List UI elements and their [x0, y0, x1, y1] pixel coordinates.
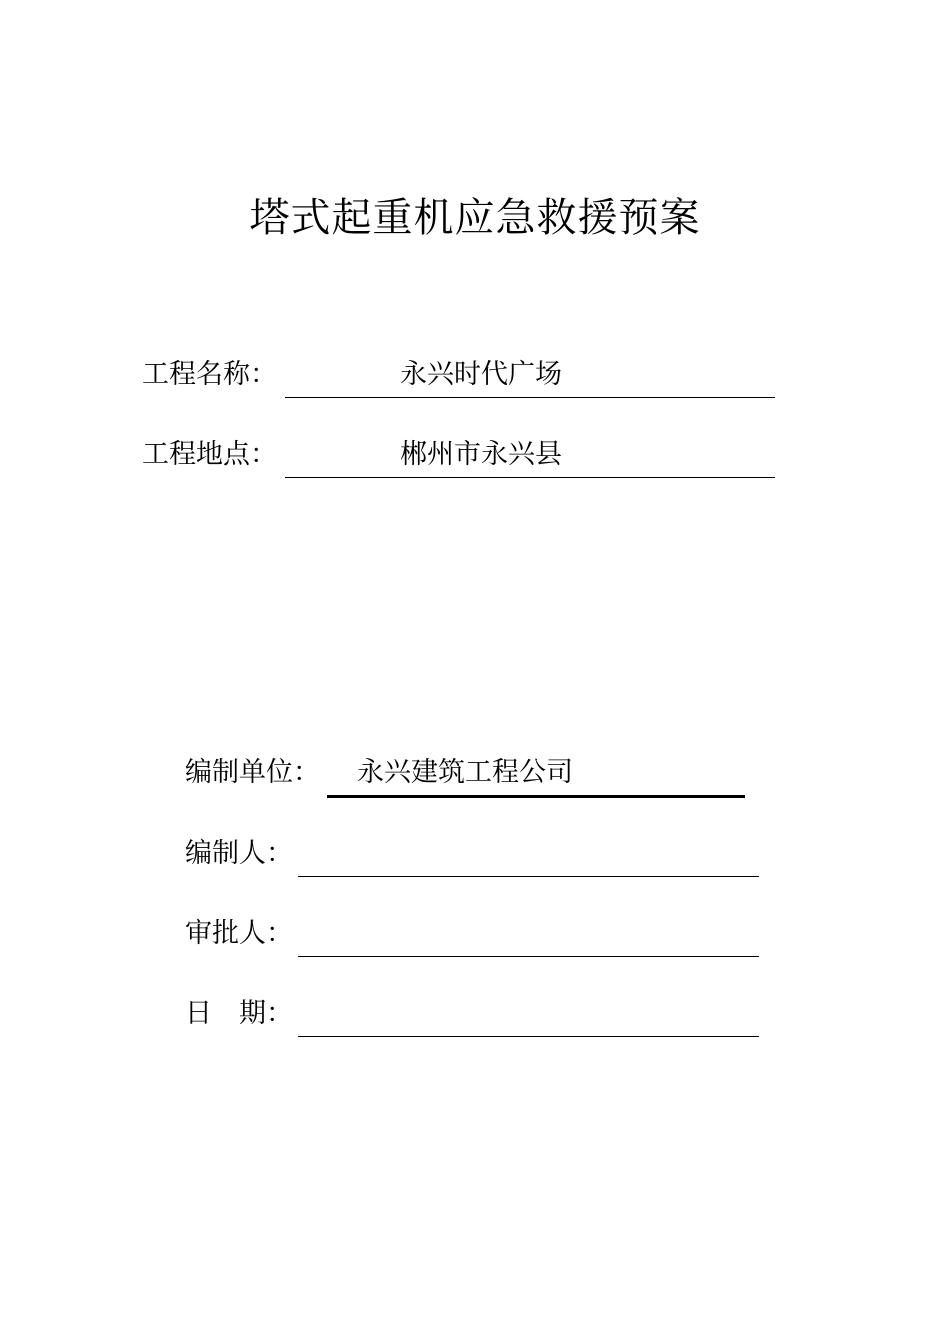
project-location-value: 郴州市永兴县 — [400, 439, 562, 470]
date-row — [185, 994, 765, 1034]
compiler-row — [185, 834, 765, 874]
project-location-label: 工程地点： — [142, 439, 277, 470]
approver-label: 审批人： — [185, 918, 293, 949]
document-title: 塔式起重机应急救援预案 — [249, 195, 701, 241]
compiler-label: 编制人： — [185, 838, 293, 869]
date-underline — [298, 998, 759, 1037]
date-label-part2: 期： — [239, 998, 293, 1029]
compiler-underline — [298, 838, 759, 877]
approver-underline — [298, 918, 759, 957]
date-label-part1: 日 — [185, 998, 212, 1029]
project-name-label: 工程名称： — [142, 359, 277, 390]
compiler-unit-value: 永兴建筑工程公司 — [357, 757, 573, 788]
date-label — [185, 994, 293, 1034]
compiler-unit-row — [185, 753, 765, 793]
project-location-row — [142, 435, 782, 475]
compiler-unit-label: 编制单位： — [185, 757, 320, 788]
project-name-row — [142, 355, 782, 395]
approver-row — [185, 914, 765, 954]
project-name-value: 永兴时代广场 — [400, 359, 562, 390]
